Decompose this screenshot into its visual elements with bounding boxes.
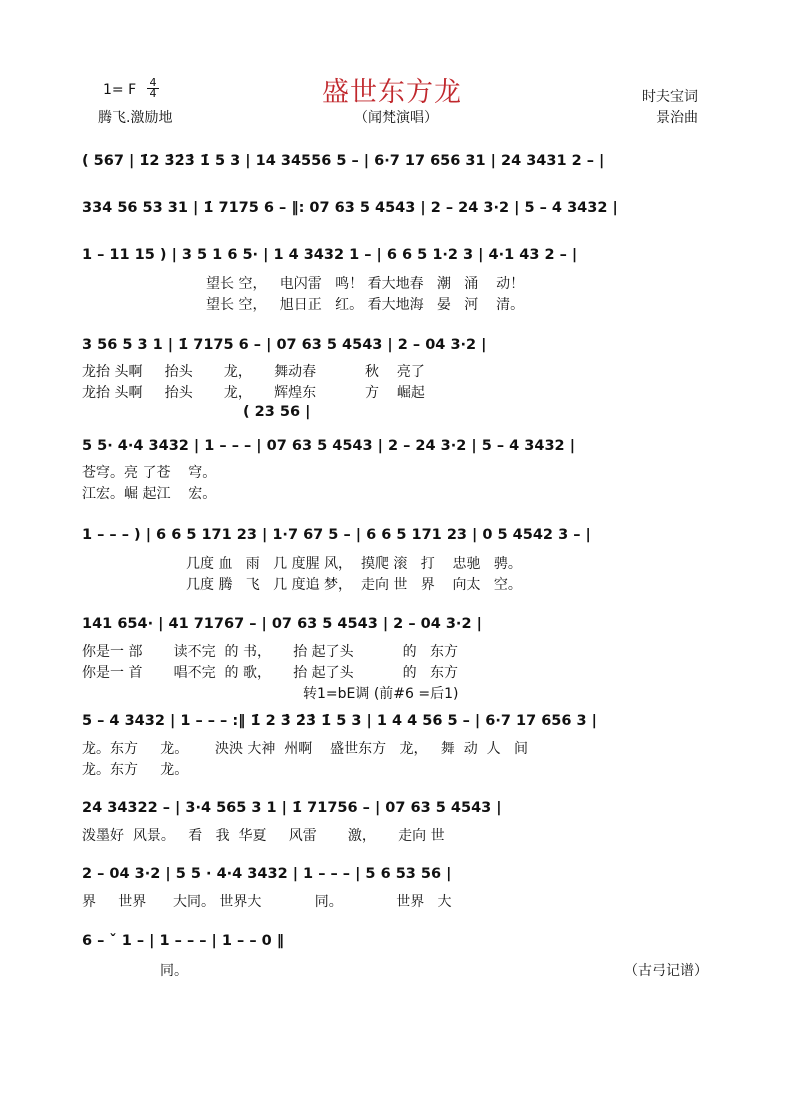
- time-signature: [147, 78, 159, 99]
- notation-row-7: 141 654· | 41 71767 – | 07 63 5 4543 | 2 – 04 3·2 |: [82, 616, 482, 632]
- lyrics-row-3-verse-2: 望长 空， 旭日正 红。 看大地海 晏 河 清。: [206, 297, 525, 313]
- lyrics-row-6-verse-1: 几度 血 雨 几 度腥 风， 摸爬 滚 打 忠驰 骋。: [186, 556, 522, 572]
- lyrics-row-7-verse-1: 你是一 部 读不完 的 书， 抬 起了头 的 东方: [82, 644, 458, 660]
- lyrics-row-5-verse-1: 苍穹。亮 了苍 穹。: [82, 465, 217, 481]
- lyrics-row-4-verse-1: 龙抬 头啊 抬头 龙， 舞动春 秋 亮了: [82, 364, 425, 380]
- notation-row-8: 5 – 4 3432 | 1 – – – :‖ 1̇ 2 3̇ 2̇3̇ 1̇ 5 3 | 1 4 4 56 5 – | 6·7 17 656 3 |: [82, 713, 597, 729]
- notation-row-10: 2 – 04 3·2 | 5 5 · 4·4 3432 | 1 – – – | 5 6 53 56 |: [82, 866, 452, 882]
- tempo-marking: 腾飞.激励地: [98, 110, 173, 126]
- key-change-note: 转1=bE调 (前#6 =后1): [303, 686, 459, 702]
- lyrics-row-3-verse-1: 望长 空， 电闪雷 鸣！ 看大地春 潮 涌 动！: [206, 276, 525, 292]
- lyrics-row-6-verse-2: 几度 腾 飞 几 度追 梦， 走向 世 界 向太 空。: [186, 577, 522, 593]
- lyrics-row-5-verse-2: 江宏。崛 起江 宏。: [82, 486, 217, 502]
- key-signature: 1= F: [103, 82, 137, 98]
- lyrics-row-4-verse-2: 龙抬 头啊 抬头 龙， 辉煌东 方 崛起: [82, 385, 425, 401]
- notation-row-5: 5 5· 4·4 3432 | 1 – – – | 07 63 5 4543 | 2 – 24 3·2 | 5 – 4 3432 |: [82, 438, 575, 454]
- lyrics-row-10: 界 世界 大同。 世界大 同。 世界 大: [82, 894, 452, 910]
- notation-row-4-extra: ( 23 56 |: [243, 404, 311, 420]
- transcriber-credit: （古弓记谱）: [624, 963, 708, 979]
- lyrics-row-11: 同。: [160, 963, 188, 979]
- composer-credit: 景治曲: [656, 110, 698, 126]
- singer-credit: （闻梵演唱）: [354, 110, 438, 126]
- notation-row-2: 334 56 53 31 | 1̇ 7175 6 – ‖: 07 63 5 4543 | 2 – 24 3·2 | 5 – 4 3432 |: [82, 200, 618, 216]
- notation-row-3: 1 – 11 15 ) | 3 5 1 6 5· | 1 4 3432 1 – | 6 6 5 1·2 3 | 4·1 43 2 – |: [82, 247, 578, 263]
- notation-row-1: ( 567 | 1̇2 3̇2̇3̇ 1̇ 5 3 | 14 34556 5 – | 6·7 17 656 31 | 24 3431 2 – |: [82, 153, 605, 169]
- notation-row-9: 24 34322 – | 3·4 565 3 1 | 1̇ 71756 – | 07 63 5 4543 |: [82, 800, 502, 816]
- song-title: 盛世东方龙: [322, 77, 462, 108]
- lyrics-row-7-verse-2: 你是一 首 唱不完 的 歌， 抬 起了头 的 东方: [82, 665, 458, 681]
- time-top: 4: [149, 76, 157, 89]
- lyrics-row-9: 泼墨好 风景。 看 我 华夏 风雷 激， 走向 世: [82, 828, 445, 844]
- notation-row-4: 3 56 5 3 1 | 1̇ 7175 6 – | 07 63 5 4543 | 2 – 04 3·2 |: [82, 337, 487, 353]
- lyrics-row-8-verse-2: 龙。东方 龙。: [82, 762, 189, 778]
- time-bottom: 4: [149, 87, 157, 100]
- lyrics-row-8-verse-1: 龙。东方 龙。 泱泱 大神 州啊 盛世东方 龙， 舞 动 人 间: [82, 741, 528, 757]
- notation-row-11: 6 – ˇ 1 – | 1 – – – | 1 – – 0 ‖: [82, 933, 285, 949]
- notation-row-6: 1 – – – ) | 6 6 5 171 23 | 1·7 67 5 – | 6 6 5 171 23 | 0 5 4542 3 – |: [82, 527, 591, 543]
- lyricist-credit: 时夫宝词: [642, 89, 698, 105]
